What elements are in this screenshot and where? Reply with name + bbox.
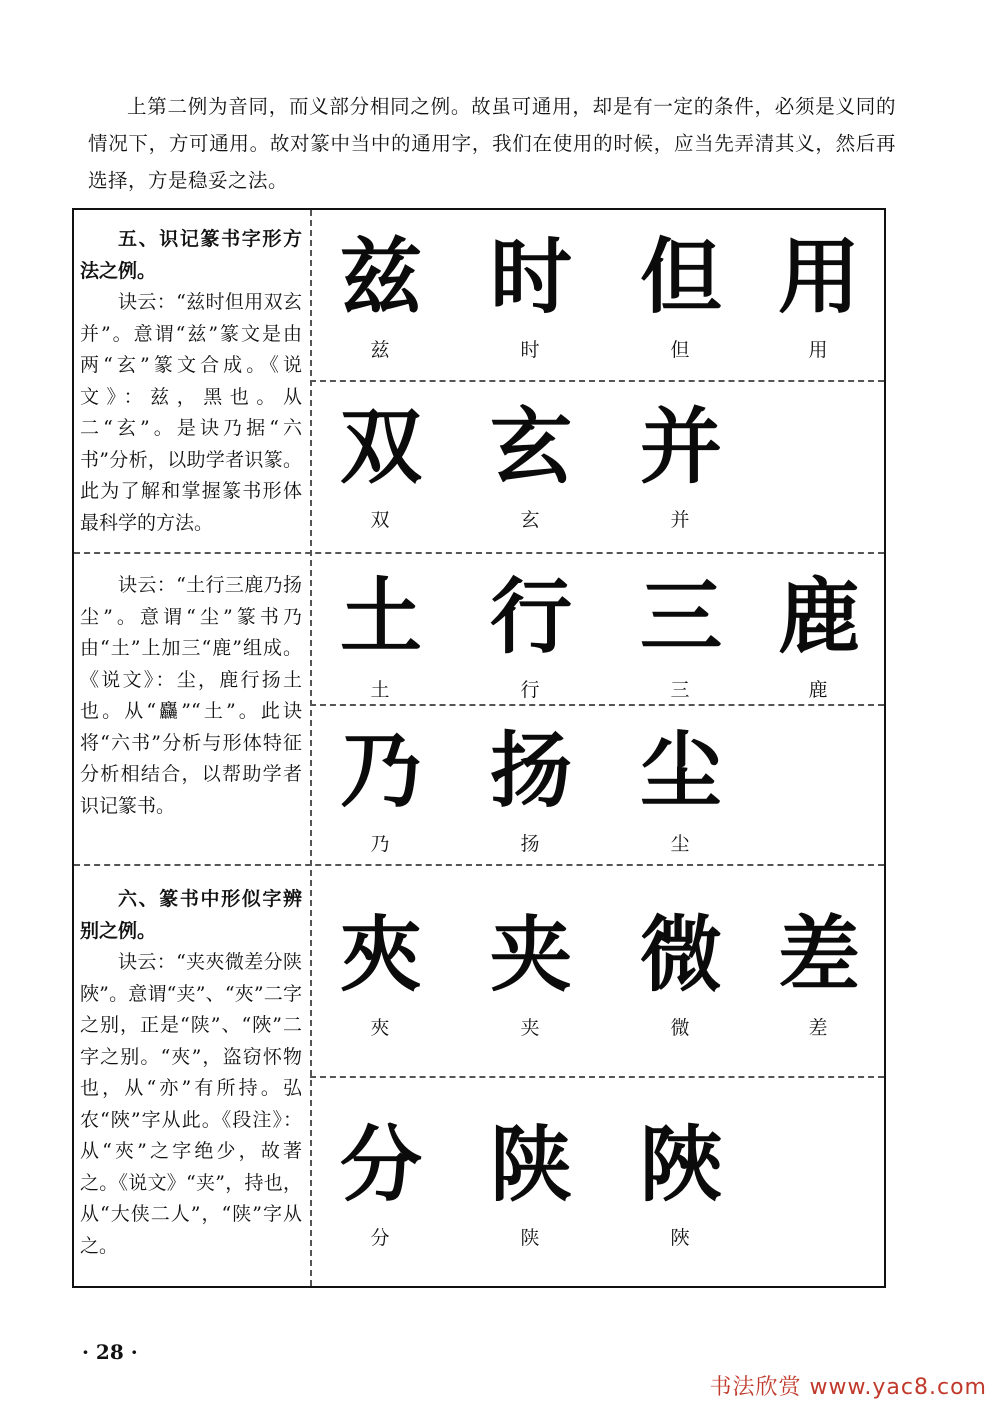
char-caption: 土 [370,679,390,701]
char-caption: 行 [520,679,540,701]
section-body: 诀云：“夹夾微差分陕陜”。意谓“夹”、“夾”二字之别，正是“陕”、“陜”二字之别。“夾”，盗窃怀物也，从“亦”有所持。弘农“陜”字从此。《段注》：从“夾”之字绝少，故著之。《说文》“夹”，持也，从“大侠二人”，“陕”字从之。 [80,951,302,1257]
seal-char-cell [460,562,600,702]
char-caption: 兹 [370,339,390,361]
seal-char-cell [610,1110,750,1250]
intro-paragraph [88,88,896,199]
seal-glyph: 土 [339,569,420,665]
seal-char-cell [460,392,600,532]
seal-char-cell [310,716,450,856]
seal-char-cell [460,1110,600,1250]
seal-glyph: 微 [639,907,720,1003]
seal-char-cell [310,1110,450,1250]
seal-char-cell [610,562,750,702]
seal-char-cell [460,900,600,1040]
char-caption: 玄 [520,509,540,531]
char-caption: 微 [670,1017,690,1039]
char-caption: 夾 [370,1017,390,1039]
seal-glyph: 分 [339,1117,420,1213]
seal-glyph: 乃 [339,723,420,819]
section-5-description [80,224,302,539]
char-caption: 差 [808,1017,828,1039]
char-caption: 陜 [670,1227,690,1249]
char-caption: 夹 [520,1017,540,1039]
seal-glyph: 三 [639,569,720,665]
seal-char-cell [460,716,600,856]
row-divider [310,704,884,706]
section-divider [74,864,884,866]
section-body: 诀云：“兹时但用双玄并”。意谓“兹”篆文是由两“玄”篆文合成。《说文》：兹，黑也。从二“玄”。是诀乃据“六书”分析，以助学者识篆。此为了解和掌握篆书形体最科学的方法。 [80,291,302,534]
seal-char-cell [310,392,450,532]
char-caption: 但 [670,339,690,361]
seal-glyph: 时 [489,229,570,325]
seal-glyph: 行 [489,569,570,665]
seal-glyph: 玄 [489,399,570,495]
seal-glyph: 差 [777,907,858,1003]
intro-text: 上第二例为音同，而义部分相同之例。故虽可通用，却是有一定的条件，必须是义同的情况下，方可通用。故对篆中当中的通用字，我们在使用的时候，应当先弄清其义，然后再选择，方是稳妥之法。 [88,95,896,192]
seal-char-cell [748,562,888,702]
example-table [72,208,886,1288]
section-heading: 五、识记篆书字形方法之例。 [80,228,302,282]
char-caption: 乃 [370,833,390,855]
seal-char-cell [610,900,750,1040]
section-divider [74,552,884,554]
seal-char-cell [610,392,750,532]
seal-glyph: 但 [639,229,720,325]
seal-char-cell [610,716,750,856]
page-number: · 28 · [82,1340,138,1364]
section-body: 诀云：“土行三鹿乃扬尘”。意谓“尘”篆书乃由“土”上加三“鹿”组成。《说文》：尘，鹿行扬土也。从“麤”“土”。此诀将“六书”分析与形体特征分析相结合，以帮助学者识记篆书。 [80,574,302,817]
char-caption: 分 [370,1227,390,1249]
seal-glyph: 并 [639,399,720,495]
seal-char-cell [310,222,450,362]
seal-glyph: 兹 [339,229,420,325]
seal-glyph: 双 [339,399,420,495]
seal-char-cell [748,900,888,1040]
seal-char-cell [610,222,750,362]
char-caption: 鹿 [808,679,828,701]
seal-glyph: 扬 [489,723,570,819]
seal-glyph: 鹿 [777,569,858,665]
char-caption: 双 [370,509,390,531]
seal-glyph: 夾 [339,907,420,1003]
char-caption: 尘 [670,833,690,855]
section-heading: 六、篆书中形似字辨别之例。 [80,888,302,942]
char-caption: 扬 [520,833,540,855]
char-caption: 时 [520,339,540,361]
seal-char-cell [460,222,600,362]
seal-char-cell [310,900,450,1040]
seal-glyph: 陜 [639,1117,720,1213]
row-divider [310,380,884,382]
char-caption: 并 [670,509,690,531]
section-5b-description [80,570,302,822]
char-caption: 用 [808,339,828,361]
seal-glyph: 陕 [489,1117,570,1213]
section-6-description [80,884,302,1262]
char-caption: 三 [670,679,690,701]
seal-glyph: 用 [777,229,858,325]
seal-char-cell [310,562,450,702]
seal-glyph: 夹 [489,907,570,1003]
seal-char-cell [748,222,888,362]
seal-glyph: 尘 [639,723,720,819]
char-caption: 陕 [520,1227,540,1249]
site-watermark: 书法欣赏 www.yac8.com [709,1375,987,1400]
row-divider [310,1076,884,1078]
